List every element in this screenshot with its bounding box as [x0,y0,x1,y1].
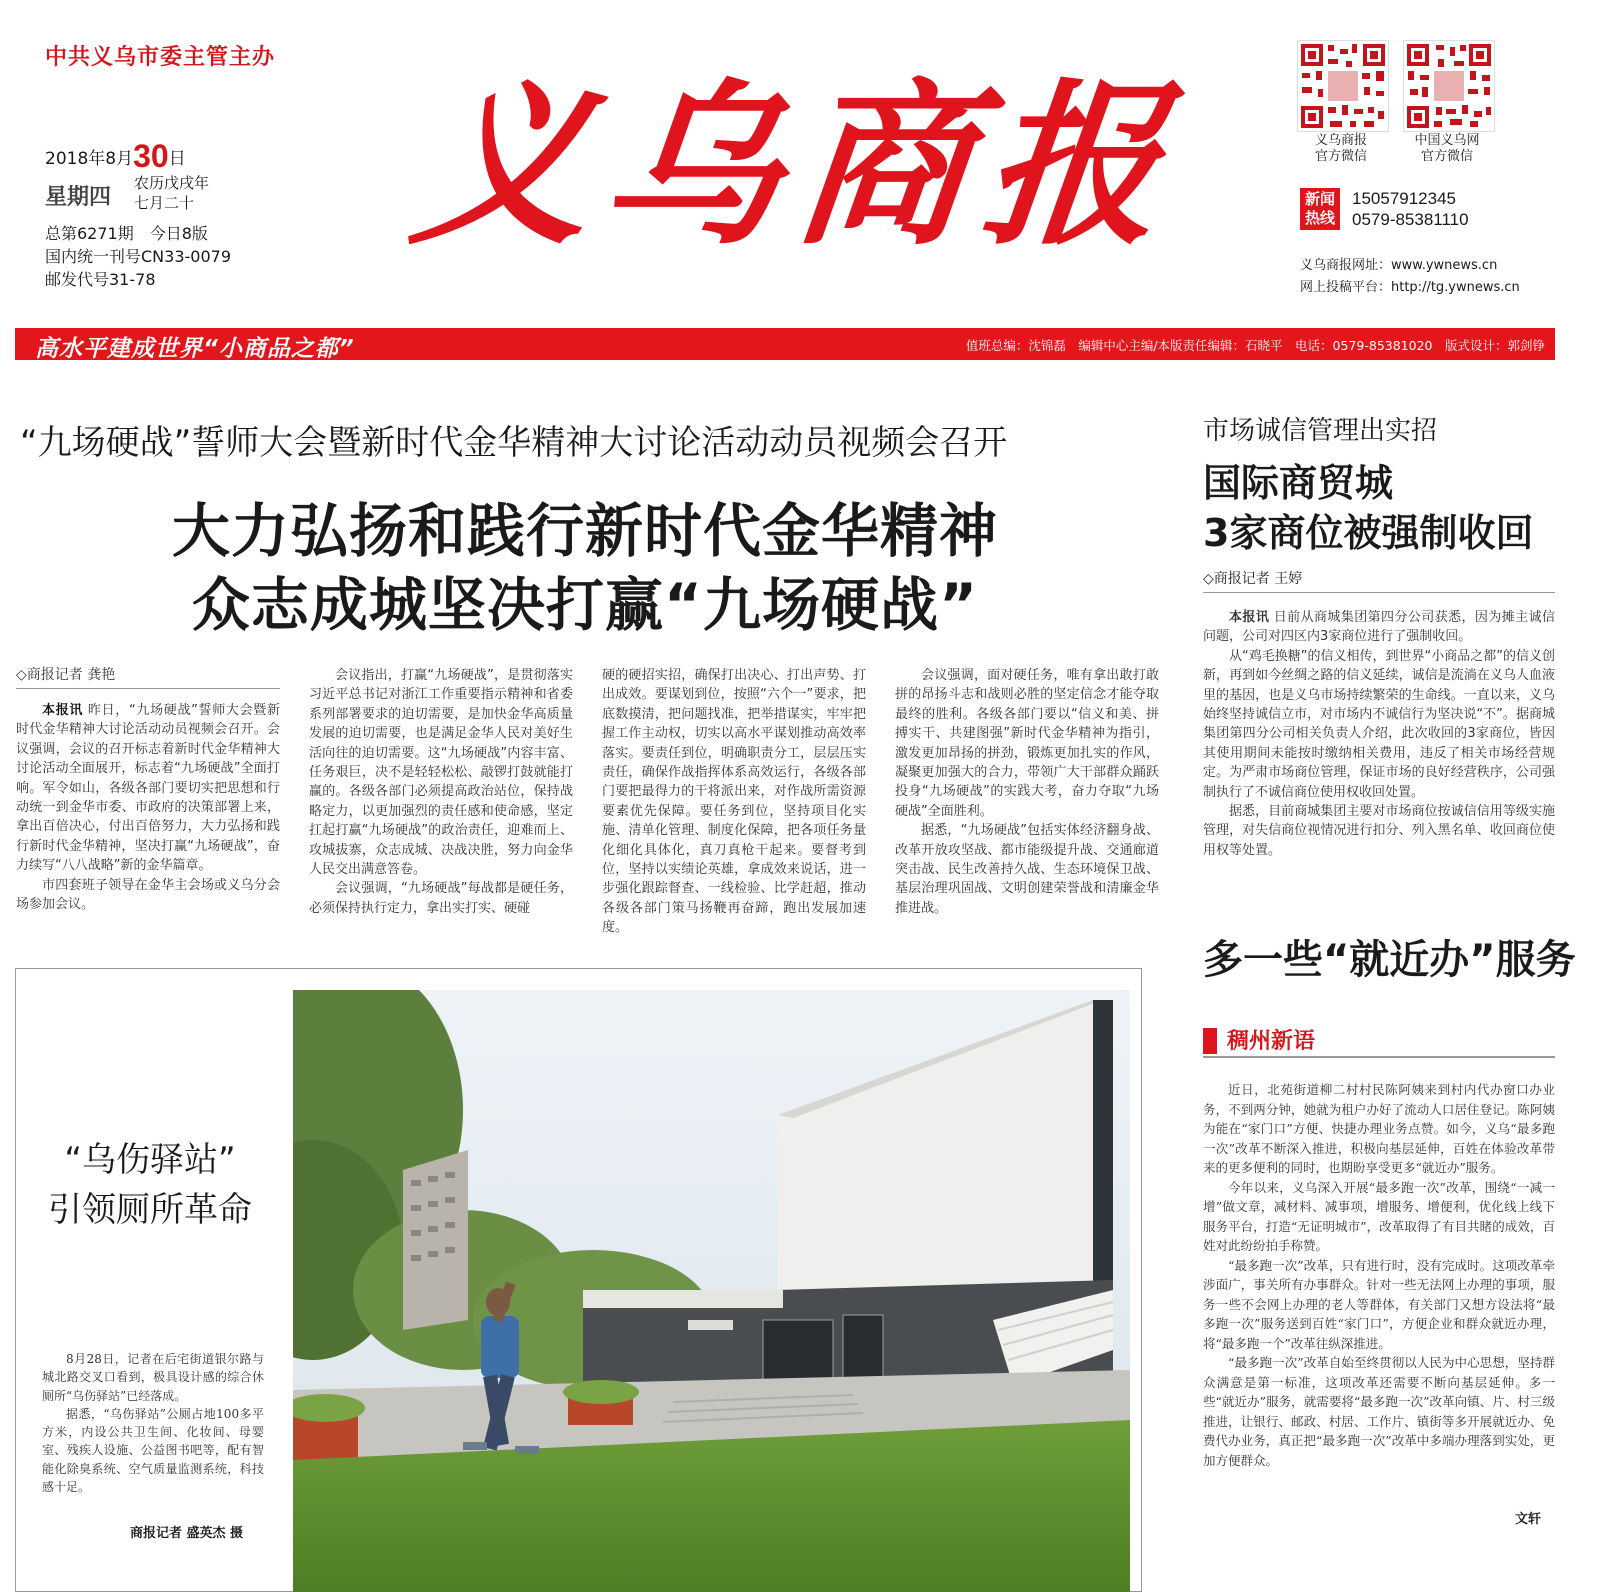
weekday: 星期四 [45,185,112,210]
lunar-day: 七月二十 [134,194,195,212]
date-day: 30 [133,138,169,174]
commentary-paragraph: 近日，北苑街道柳二村村民陈阿姨来到村内代办窗口办业务，不到两分钟，她就为租户办好了流动人口居住登记。陈阿姨为能在“家门口”方便、快捷办理业务点赞。如今，义乌“最多跑一次”改革不断深入推进，积极向基层延伸，百姓在体验改革带来的更多便利的同时，也期盼享受更多“就近办”服务。 [1203,1082,1555,1175]
side-headline [1203,458,1558,558]
news-photo [293,990,1130,1592]
side-headline-line1: 国际商贸城 [1203,461,1394,505]
submission-url: 网上投稿平台：http://tg.ywnews.cn [1300,280,1520,295]
date-suffix: 日 [168,149,186,169]
lead-headline-line1: 大力弘扬和践行新时代金华精神 [171,497,998,565]
commentary-author: 文轩 [1515,1512,1542,1527]
column-tag-rule [1203,1056,1555,1058]
side-body [1203,608,1555,860]
qr-2-label [1392,133,1502,165]
lead-headline-line2: 众志成城坚决打赢“九场硬战” [191,571,979,639]
qr-code-icon [1297,40,1389,132]
side-headline-line2: 3家商位被强制收回 [1203,511,1534,555]
qr-1-label [1286,133,1396,165]
qr-2-label-line1: 中国义乌网 [1414,133,1480,148]
commentary-headline: 多一些“就近办”服务 [1203,937,1576,983]
side-paragraph: 从“鸡毛换糖”的信义相传，到世界“小商品之都”的信义创新，再到如今丝绸之路的信义延续，诚信是流淌在义乌人血液里的基因，也是义乌市场持续繁荣的生命线。一直以来，义乌始终坚持诚信立市，对市场内不诚信行为坚决说“不”。据商城集团第四分公司相关负责人介绍，此次收回的3家商位，皆因其使用期间未能按时缴纳相关费用，违反了相关市场经营规定。为严肃市场商位管理，保证市场的良好经营秩序，公司强制执行了不诚信商位使用权收回处置。 [1203,648,1555,800]
lead-byline: ◇商报记者 龚艳 [16,667,116,683]
editorial-credits: 值班总编：沈锦磊 编辑中心主编/本版责任编辑：石晓平 电话：0579-85381020 版式设计：郭剑铮 [965,338,1545,353]
news-hotline-tag [1300,188,1340,230]
photo-story-title [40,1135,260,1235]
side-kicker: 市场诚信管理出实招 [1203,416,1438,446]
dateline: 本报讯 [42,703,84,718]
web-info [1300,255,1520,299]
caption-paragraph: 据悉，“乌伤驿站”公厕占地100多平方米，内设公共卫生间、化妆间、母婴室、残疾人设施、公益图书吧等，配有智能化除臭系统、空气质量监测系统，科技感十足。 [42,1406,264,1495]
postal-code: 邮发代号31-78 [45,270,156,289]
side-dateline: 本报讯 [1229,610,1270,625]
commentary-body [1203,1080,1555,1470]
qr-2-label-line2: 官方微信 [1420,149,1473,164]
toilet-building-photo [293,990,1130,1592]
side-byline: ◇商报记者 王婷 [1203,571,1303,587]
banner-slogan: 高水平建成世界“小商品之都” [35,336,355,362]
qr-code-icon [1403,40,1495,132]
lead-paragraph [16,701,280,876]
commentary-paragraph: “最多跑一次”改革，只有进行时，没有完成时。这项改革牵涉面广，事关所有办事群众。针对一些无法网上办理的事项，服务一些不会网上办理的老人等群体，有关部门又想方设法将“最多跑一次”服务送到百姓“家门口”，方便企业和群众就近办理，将“最多跑一个”改革往纵深推进。 [1203,1257,1555,1351]
qr-1-label-line1: 义乌商报 [1314,133,1367,148]
side-paragraph [1203,608,1555,647]
lead-column-1 [16,666,280,914]
lead-column-4 [895,666,1159,918]
photo-caption [42,1350,264,1496]
hotline-tag-line1: 新闻 [1304,190,1335,208]
lunar-year: 农历戊戌年 [134,174,210,192]
lead-paragraph: 据悉，“九场硬战”包括实体经济翻身战、改革开放攻坚战、都市能级提升战、交通廊道突击战、民生改善持久战、生态环境保卫战、基层治理巩固战、文明创建荣誉战和清廉金华推进战。 [895,823,1159,916]
logo-text: 义乌商报 [404,62,1186,269]
hotline-tag-line2: 热线 [1304,209,1335,227]
qr-block-2 [1403,40,1495,136]
commentary-paragraph: 今年以来，义乌深入开展“最多跑一次”改革，围绕“一减一增”做文章，减材料、减事项，增服务、增便利，优化线上线下服务平台，打造“无证明城市”，改革取得了有目共睹的成效，百姓对此纷纷拍手称赞。 [1203,1179,1555,1253]
date-prefix: 2018年8月 [45,149,134,169]
photo-title-line1: “乌伤驿站” [64,1140,236,1180]
newspaper-logo [404,50,1186,282]
issue-date [45,138,186,175]
caption-paragraph: 8月28日，记者在后宅街道银尔路与城北路交叉口看到，极具设计感的综合休厕所“乌伤驿站”已经落成。 [42,1352,264,1403]
photo-title-line2: 引领厕所革命 [48,1190,252,1230]
lead-kicker: “九场硬战”誓师大会暨新时代金华精神大讨论活动动员视频会召开 [20,423,1008,463]
lead-paragraph: 会议强调，“九场硬战”每战都是硬任务，必须保持执行定力，拿出实打实、硬碰 [309,881,573,916]
lead-paragraph: 市四套班子领导在金华主会场或义乌分会场参加会议。 [16,877,280,913]
slogan-banner [15,328,1555,360]
lead-paragraph: 硬的硬招实招，确保打出决心、打出声势、打出成效。要谋划到位，按照“六个一”要求，把底数摸清，把问题找准，把举措谋实，牢牢把握工作主动权，切实以高水平谋划推动高效率落实。要责任到位，明确职责分工，层层压实责任，确保作战指挥体系高效运行，各级各部门要把最得力的干将派出来，对作战所需资源要素优先保障。要任务到位，坚持项目化实施、清单化管理、制度化保障，把各项任务量化细化具体化，真刀真枪干起来。要督考到位，坚持以实绩论英雄，拿成效来说话，进一步强化跟踪督查、一线检验、比学赶超，推动各级各部门策马扬鞭再奋蹄，跑出发展加速度。 [602,668,866,936]
lead-paragraph-text: 昨日，“九场硬战”誓师大会暨新时代金华精神大讨论活动动员视频会召开。会议强调，会议的召开标志着新时代金华精神大讨论活动全面展开，标志着“九场硬战”全面打响。军令如山，各级各部门要切实把思想和行动统一到金华市委、市政府的决策部署上来，拿出百倍决心，付出百倍努力，大力弘扬和践行新时代金华精神，坚决打赢“九场硬战”，奋力续写“八八战略”新的金华篇章。 [16,703,280,874]
lead-column-2 [309,666,573,918]
lead-paragraph: 会议强调，面对硬任务，唯有拿出敢打敢拼的昂扬斗志和战则必胜的坚定信念才能夺取最终的胜利。各级各部门要以“信义和美、拼搏实干、共建图强”新时代金华精神为指引，激发更加昂扬的拼劲，锻炼更加扎实的作风，凝聚更加强大的合力，带领广大干部群众踊跃投身“九场硬战”的实践大考，奋力夺取“九场硬战”全面胜利。 [895,668,1159,819]
issn: 国内统一刊号CN33-0079 [45,247,231,266]
side-rule [1203,592,1555,593]
lead-column-3 [602,666,866,938]
hotline-mobile: 15057912345 [1352,189,1457,208]
column-tag-bar [1203,1028,1217,1054]
qr-1-label-line2: 官方微信 [1314,149,1367,164]
issue-number: 总第6271期 今日8版 [45,224,208,243]
commentary-paragraph: “最多跑一次”改革自始至终贯彻以人民为中心思想，坚持群众满意是第一标准，这项改革还需要不断向基层延伸。多一些“就近办”服务，就需要将“最多跑一次”改革向镇、片、村三级推进，让银行、邮政、村居、工作片、镇街等多开展就近办、免费代办业务，真正把“最多跑一次”改革中多端办理落到实处，更加方便群众。 [1203,1355,1555,1468]
side-paragraph-text: 日前从商城集团第四分公司获悉，因为摊主诚信问题，公司对四区内3家商位进行了强制收回。 [1203,610,1555,645]
hotline-landline: 0579-85381110 [1352,210,1469,229]
lead-paragraph: 会议指出，打赢“九场硬战”，是贯彻落实习近平总书记对浙江工作重要指示精神和省委系列部署要求的迫切需要，是加快金华高质量发展的迫切需要，也是满足金华人民对美好生活向往的迫切需要。这“九场硬战”内容丰富、任务艰巨，决不是轻轻松松、敲锣打鼓就能打赢的。各级各部门必须提高政治站位，保持战略定力，以更加强烈的责任感和使命感，坚定扛起打赢“九场硬战”的政治责任，迎难而上、攻城拔寨，众志成城、决战决胜，努力向金华人民交出满意答卷。 [309,668,573,878]
lunar-date [134,173,254,213]
column-tag [1203,1026,1555,1058]
lead-headline [20,494,1150,642]
qr-block-1 [1297,40,1389,136]
side-paragraph: 据悉，目前商城集团主要对市场商位按诚信信用等级实施管理，对失信商位视情况进行扣分、列入黑名单、收回商位使用权等处置。 [1203,804,1555,858]
hotline-numbers [1352,188,1469,230]
issue-info [45,222,231,291]
website-url: 义乌商报网址：www.ywnews.cn [1300,258,1498,273]
byline-rule [16,688,280,689]
photo-credit: 商报记者 盛英杰 摄 [130,1526,244,1541]
column-name: 稠州新语 [1227,1029,1316,1054]
sponsor-line: 中共义乌市委主管主办 [45,45,276,70]
